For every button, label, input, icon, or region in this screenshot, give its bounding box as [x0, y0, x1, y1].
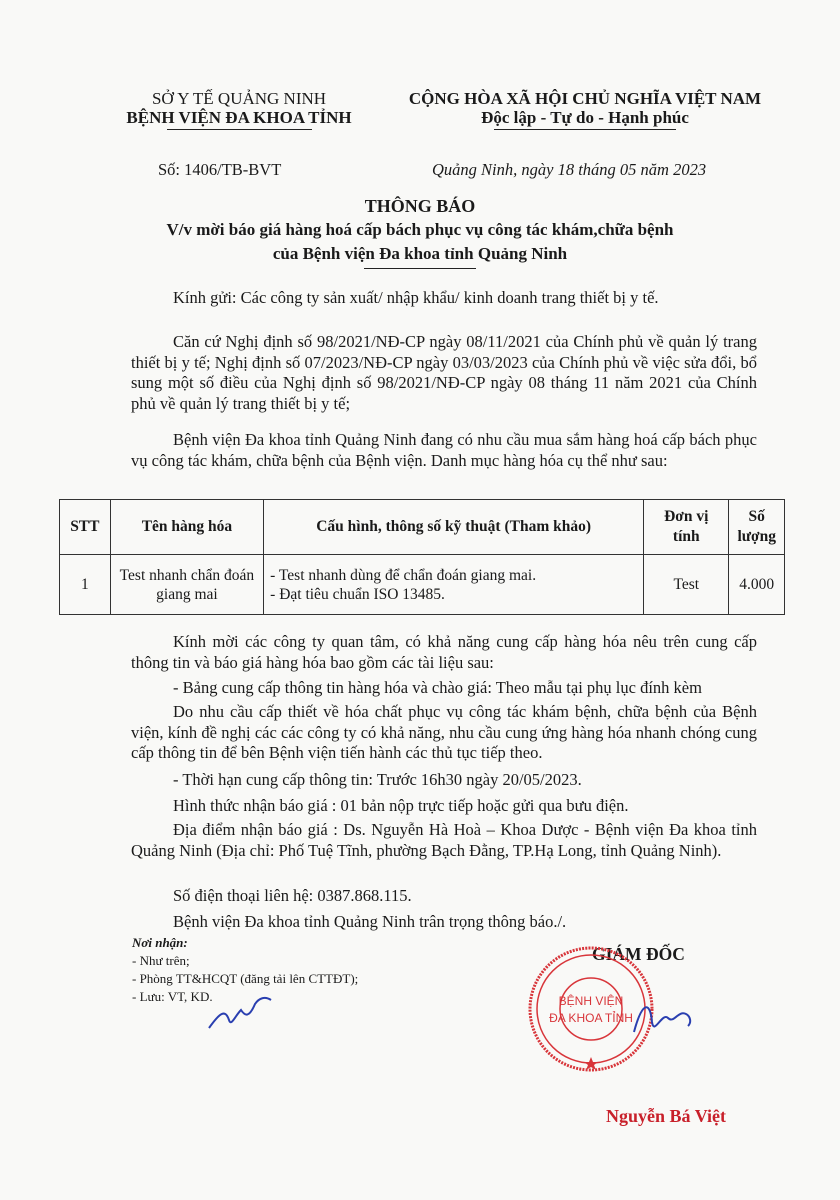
place-and-date: Quảng Ninh, ngày 18 tháng 05 năm 2023: [432, 160, 707, 179]
header-specification: Cấu hình, thông số kỹ thuật (Tham khảo): [264, 500, 644, 555]
issuing-authority: SỞ Y TẾ QUẢNG NINH: [151, 89, 327, 108]
issuing-hospital: BỆNH VIỆN ĐA KHOA TỈNH: [126, 108, 352, 127]
header-quantity: Số lượng: [729, 500, 785, 555]
table-header-row: [60, 500, 785, 555]
header-item-name: Tên hàng hóa: [110, 500, 263, 555]
cell-specification: [264, 555, 644, 615]
right-header-underline: [494, 129, 676, 130]
submission-location: Địa điểm nhận báo giá : Ds. Nguyễn Hà Hoà – Khoa Dược - Bệnh viện Đa khoa tỉnh Quảng Ninh (Địa chỉ: Phố Tuệ Tĩnh, phường Bạch Đằng, TP.Hạ Long, tỉnh Quảng Ninh).: [131, 820, 757, 860]
urgency-paragraph: Do nhu cầu cấp thiết về hóa chất phục vụ công tác khám bệnh, chữa bệnh của Bệnh viện, kính đề nghị các các công ty có khả năng, nhu cầu cung ứng hàng hóa nhanh chóng cung cấp thông tin để bên Bệnh viện tiến hành các thủ tục tiếp theo.: [131, 702, 757, 762]
stamp-text-line2: ĐA KHOA TỈNH: [549, 1011, 633, 1025]
invitation-paragraph: Kính mời các công ty quan tâm, có khả năng cung cấp hàng hóa nêu trên cung cấp thông tin và báo giá hàng hóa bao gồm các tài liệu sau:: [131, 632, 757, 672]
initials-signature-icon: [205, 994, 275, 1034]
director-signature-icon: [628, 992, 698, 1042]
cell-quantity: 4.000: [729, 555, 785, 615]
legal-basis-paragraph: Căn cứ Nghị định số 98/2021/NĐ-CP ngày 08/11/2021 của Chính phủ về quản lý trang thiết bị y tế; Nghị định số 07/2023/NĐ-CP ngày 03/03/2023 của Chính phủ về việc sửa đổi, bổ sung một số điều của Nghị định số 98/2021/NĐ-CP ngày 08 tháng 11 năm 2021 của Chính phủ về quản lý trang thiết bị y tế;: [131, 332, 757, 413]
cell-unit: Test: [644, 555, 729, 615]
header-unit: Đơn vị tính: [644, 500, 729, 555]
recipient-item: - Lưu: VT, KD.: [132, 989, 213, 1004]
title-underline: [364, 268, 476, 269]
cell-stt: 1: [60, 555, 111, 615]
document-number: Số: 1406/TB-BVT: [158, 160, 282, 179]
signer-role: GIÁM ĐỐC: [592, 944, 685, 964]
national-motto: Độc lập - Tự do - Hạnh phúc: [481, 108, 689, 127]
national-title: CỘNG HÒA XÃ HỘI CHỦ NGHĨA VIỆT NAM: [408, 89, 762, 108]
cell-item-name: Test nhanh chẩn đoán giang mai: [110, 555, 263, 615]
submission-method: Hình thức nhận báo giá : 01 bản nộp trực tiếp hoặc gửi qua bưu điện.: [173, 796, 629, 815]
recipient-item: - Như trên;: [132, 953, 190, 968]
left-header-underline: [167, 129, 312, 130]
salutation: Kính gửi: Các công ty sản xuất/ nhập khẩu/ kinh doanh trang thiết bị y tế.: [173, 288, 659, 307]
stamp-text-line1: BỆNH VIỆN: [558, 994, 624, 1008]
document-subject-line2: của Bệnh viện Đa khoa tỉnh Quảng Ninh: [272, 244, 568, 263]
recipient-item: - Phòng TT&HCQT (đăng tải lên CTTĐT);: [132, 971, 359, 986]
document-subject-line1: V/v mời báo giá hàng hoá cấp bách phục vụ công tác khám,chữa bệnh: [166, 220, 674, 239]
recipients-label: Nơi nhận:: [132, 935, 188, 950]
spec-line: - Đạt tiêu chuẩn ISO 13485.: [270, 585, 445, 603]
closing-line: Bệnh viện Đa khoa tỉnh Quảng Ninh trân trọng thông báo./.: [173, 912, 567, 931]
contact-phone: Số điện thoại liên hệ: 0387.868.115.: [173, 886, 412, 905]
form-requirement: - Bảng cung cấp thông tin hàng hóa và chào giá: Theo mẫu tại phụ lục đính kèm: [173, 678, 702, 697]
spec-line: - Test nhanh dùng để chẩn đoán giang mai.: [270, 566, 537, 584]
signer-name: Nguyễn Bá Việt: [606, 1106, 727, 1126]
need-paragraph: Bệnh viện Đa khoa tỉnh Quảng Ninh đang có nhu cầu mua sắm hàng hoá cấp bách phục vụ công tác khám, chữa bệnh của Bệnh viện. Danh mục hàng hóa cụ thể như sau:: [131, 430, 757, 470]
deadline-line: - Thời hạn cung cấp thông tin: Trước 16h30 ngày 20/05/2023.: [173, 770, 582, 789]
document-title: THÔNG BÁO: [364, 196, 476, 216]
stamp-star-icon: [584, 1057, 598, 1070]
table-row: [60, 555, 785, 615]
header-stt: STT: [60, 500, 111, 555]
goods-table: [59, 499, 785, 615]
